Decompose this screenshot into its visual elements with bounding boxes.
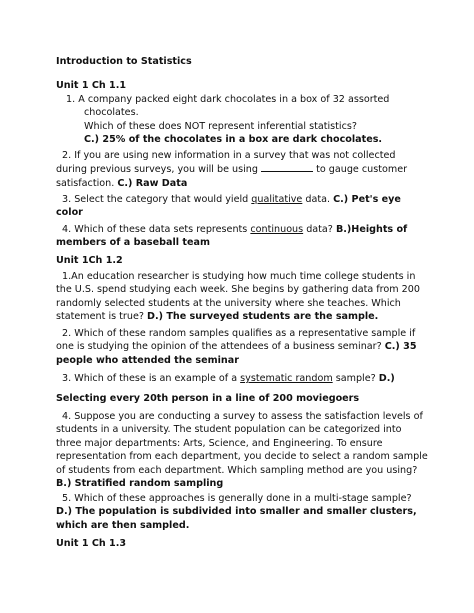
question-7-underlined-term: systematic random (240, 373, 333, 384)
question-3-underlined-term: qualitative (251, 194, 303, 205)
question-4-text: 4. Which of these data sets represents (62, 224, 248, 235)
question-2-answer: C.) Raw Data (117, 177, 188, 189)
question-1-line-3: Which of these does NOT represent inferential statistics? (84, 120, 357, 132)
question-1-line-1: A company packed eight dark chocolates in a box of 32 assorted (78, 94, 390, 105)
question-2-text-continued: to gauge customer satisfaction. (56, 164, 408, 189)
question-4-text-continued: data? (306, 224, 333, 235)
question-9 (56, 492, 428, 532)
question-7-answer-line: Selecting every 20th person in a line of 200 moviegoers (56, 393, 360, 404)
question-8-answer: B.) Stratified random sampling (56, 478, 224, 490)
question-2 (56, 149, 428, 190)
question-1-line-2: chocolates. (84, 107, 139, 119)
question-5-answer: D.) The surveyed students are the sample. (147, 311, 379, 323)
question-3-text-continued: data. (305, 194, 331, 205)
question-3 (56, 193, 428, 220)
question-5 (56, 270, 428, 324)
question-3-text: 3. Select the category that would yield (62, 194, 249, 205)
question-1-number: 1. (66, 94, 76, 105)
question-1 (66, 93, 436, 147)
unit-heading-1-2: Unit 1Ch 1.2 (56, 255, 123, 266)
blank-line (261, 162, 313, 172)
question-4 (56, 223, 428, 250)
question-2-text: 2. If you are using new information in a survey that was not collected during previous surveys, you will be using (56, 150, 396, 176)
question-6 (56, 327, 428, 367)
unit-heading-1-3: Unit 1 Ch 1.3 (56, 538, 127, 549)
question-7-answer: D.) (378, 373, 395, 384)
question-5-text: 1.An education researcher is studying how much time college students in the U.S. spend studying each week. She begins by gathering data from 200 randomly selected students at the university where she teaches. Which statement is true? (56, 271, 420, 323)
question-8-text: 4. Suppose you are conducting a survey to assess the satisfaction levels of students in a university. The student population can be categorized into three major departments: Arts, Science, and Engineering. To ensure representation from each department, you decide to select a random sample of students from each department. Which sampling method are you using? (56, 411, 428, 476)
question-3-answer: C.) Pet's eye color (56, 194, 401, 219)
question-7 (56, 372, 428, 385)
question-7-text-continued: sample? (335, 373, 376, 384)
document-title: Introduction to Statistics (56, 56, 192, 67)
question-9-text: 5. Which of these approaches is generally done in a multi-stage sample? (62, 493, 412, 504)
unit-heading-1-1: Unit 1 Ch 1.1 (56, 80, 127, 91)
question-9-answer: D.) The population is subdivided into smaller and smaller clusters, which are then sampled. (56, 506, 417, 531)
question-6-answer: C.) 35 people who attended the seminar (56, 341, 417, 366)
question-6-text: 2. Which of these random samples qualifies as a representative sample if one is studying the opinion of the attendees of a business seminar? (56, 328, 416, 353)
question-1-answer: C.) 25% of the chocolates in a box are dark chocolates. (84, 134, 383, 146)
question-7-text: 3. Which of these is an example of a (62, 373, 238, 384)
question-4-answer: B.)Heights of members of a baseball team (56, 224, 408, 249)
question-8 (56, 410, 428, 490)
question-4-underlined-term: continuous (250, 224, 304, 235)
